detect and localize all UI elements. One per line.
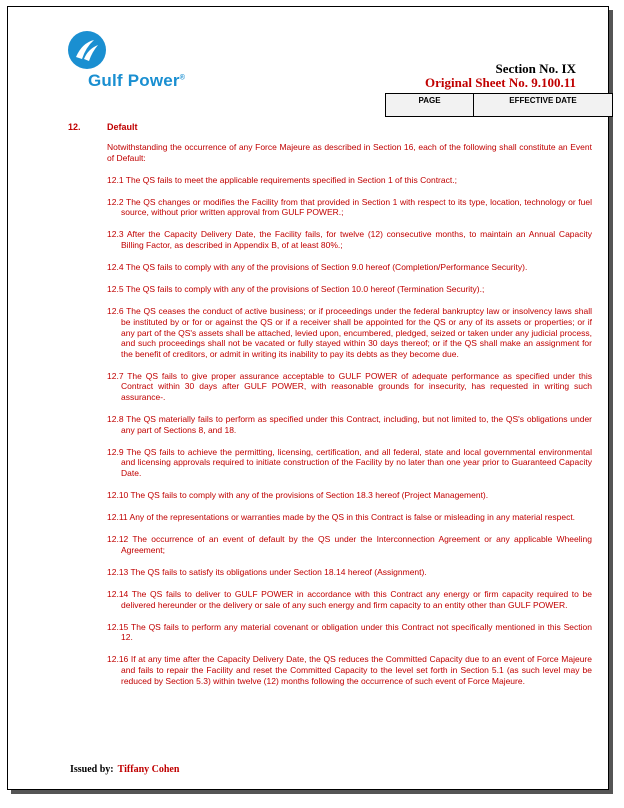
section-heading-title: Default bbox=[107, 122, 138, 132]
logo-text: Gulf Power® bbox=[88, 71, 186, 90]
default-item-12-6: 12.6 The QS ceases the conduct of active business; or if proceedings under the federal bankruptcy law or insolvency laws shall be instituted by or for or against the QS or if a receiver shall be appointed for the QS or any of its assets or properties; or if any part of the QS's assets shall be attached, levied upon, encumbered, pledged, seized or taken under any judicial process, and such proceedings shall not be vacated or fully stayed within 30 days thereof; or if the QS shall make an assignment for the benefit of creditors, or admit in writing its inability to pay its debts as they become due. bbox=[107, 306, 592, 359]
default-item-12-13: 12.13 The QS fails to satisfy its obligations under Section 18.14 hereof (Assignment). bbox=[107, 566, 427, 577]
issued-by bbox=[70, 764, 179, 775]
registered-mark: ® bbox=[179, 74, 186, 82]
default-item-12-2: 12.2 The QS changes or modifies the Facility from that provided in Section 1 with respect to its type, location, technology or fuel source, without prior written approval from GULF POWER.; bbox=[107, 196, 592, 218]
effective-date-column-header: EFFECTIVE DATE bbox=[509, 96, 577, 105]
section-body bbox=[107, 142, 592, 698]
default-item-12-16: 12.16 If at any time after the Capacity Delivery Date, the QS reduces the Committed Capacity due to an event of Force Majeure and fails to repair the Facility and reset the Committed Capacity to the level set forth in Section 5.1 (as such level may be reduced by Section 5.3) within twelve (12) months following the occurrence of such event of Force Majeure. bbox=[107, 654, 592, 686]
default-item-12-9: 12.9 The QS fails to achieve the permitting, licensing, certification, and all federal, state and local governmental environmental and licensing approvals required to initiate construction of the Facility by no later than one year prior to Guaranteed Capacity Date. bbox=[107, 446, 592, 478]
default-item-12-4: 12.4 The QS fails to comply with any of the provisions of Section 9.0 hereof (Completion/Performance Security). bbox=[107, 262, 528, 273]
default-item-12-15: 12.15 The QS fails to perform any material covenant or obligation under this Contract not specifically mentioned in this Section 12. bbox=[107, 621, 592, 643]
default-item-12-10: 12.10 The QS fails to comply with any of the provisions of Section 18.3 hereof (Project Management). bbox=[107, 490, 489, 501]
default-item-12-7: 12.7 The QS fails to give proper assurance acceptable to GULF POWER of adequate performance as specified under this Contract within 30 days after GULF POWER, with reasonable grounds for insecurity, has requested in writing such assurance-. bbox=[107, 370, 592, 402]
page-effective-date-table bbox=[385, 93, 613, 117]
default-item-12-5: 12.5 The QS fails to comply with any of the provisions of Section 10.0 hereof (Termination Security).; bbox=[107, 284, 485, 295]
original-sheet-number: Original Sheet No. 9.100.11 bbox=[425, 75, 576, 90]
issued-by-label: Issued by: bbox=[70, 764, 114, 775]
default-item-12-1: 12.1 The QS fails to meet the applicable requirements specified in Section 1 of this Contract.; bbox=[107, 174, 457, 185]
default-item-12-8: 12.8 The QS materially fails to perform as specified under this Contract, including, but not limited to, the QS's obligations under any part of Sections 8, and 18. bbox=[107, 414, 592, 435]
default-item-12-12: 12.12 The occurrence of an event of default by the QS under the Interconnection Agreement or any applicable Wheeling Agreement; bbox=[107, 534, 592, 555]
intro-paragraph: Notwithstanding the occurrence of any Force Majeure as described in Section 16, each of the following shall constitute an Event of Default: bbox=[107, 142, 592, 163]
default-item-12-14: 12.14 The QS fails to deliver to GULF POWER in accordance with this Contract any energy or firm capacity required to be delivered hereunder or the delivery or sale of any such energy and firm capacity to an entity other than GULF POWER. bbox=[107, 589, 592, 610]
default-item-12-11: 12.11 Any of the representations or warranties made by the QS in this Contract is false or misleading in any material respect. bbox=[107, 512, 576, 523]
gulf-power-logo bbox=[60, 31, 190, 91]
default-item-12-3: 12.3 After the Capacity Delivery Date, the Facility fails, for twelve (12) consecutive months, to maintain an Annual Capacity Billing Factor, as described in Appendix B, of at least 80%.; bbox=[107, 229, 592, 251]
page-column-header: PAGE bbox=[386, 94, 474, 116]
gulf-power-logo-icon bbox=[68, 31, 106, 69]
section-heading-number: 12. bbox=[68, 122, 81, 132]
issued-by-name: Tiffany Cohen bbox=[117, 764, 180, 775]
section-number: Section No. IX bbox=[495, 61, 576, 76]
